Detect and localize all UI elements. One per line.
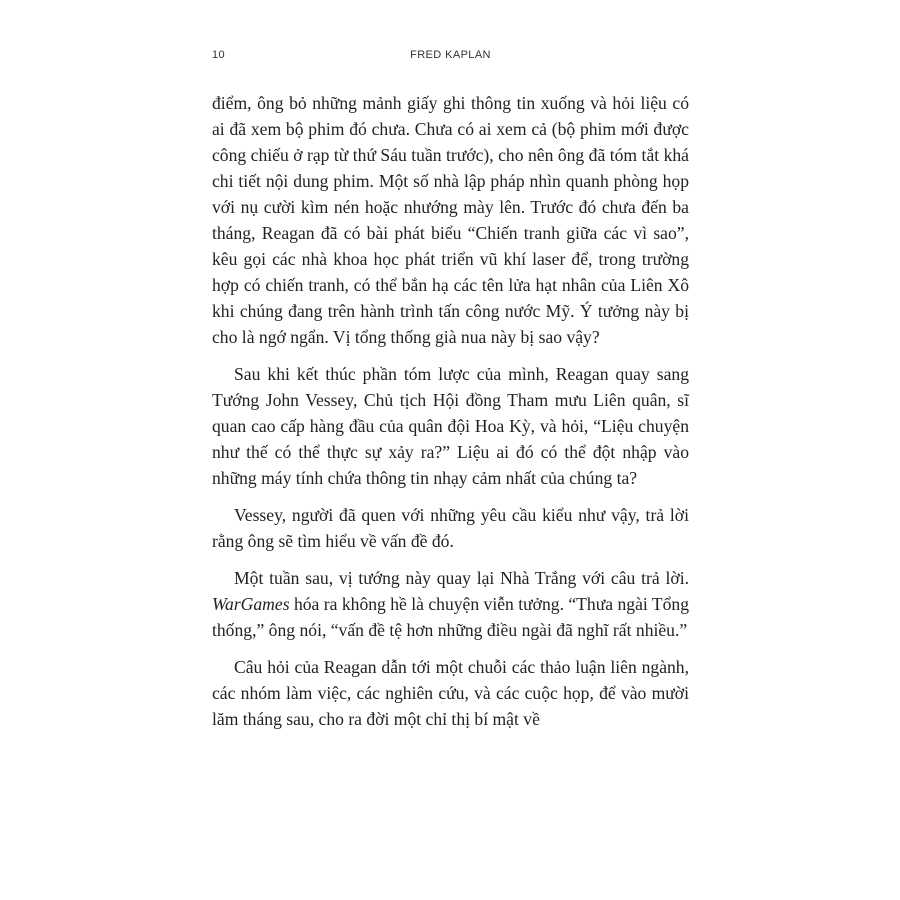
running-head-author: FRED KAPLAN bbox=[410, 49, 491, 61]
page-header bbox=[212, 49, 689, 67]
page-number: 10 bbox=[212, 49, 226, 61]
paragraph-1: điểm, ông bỏ những mảnh giấy ghi thông tin xuống và hỏi liệu có ai đã xem bộ phim đó chưa. Chưa có ai xem cả (bộ phim mới được công chiếu ở rạp từ thứ Sáu tuần trước), cho nên ông đã tóm tắt khá chi tiết nội dung phim. Một số nhà lập pháp nhìn quanh phòng họp với nụ cười kìm nén hoặc nhướng mày lên. Trước đó chưa đến ba tháng, Reagan đã có bài phát biểu “Chiến tranh giữa các vì sao”, kêu gọi các nhà khoa học phát triển vũ khí laser để, trong trường hợp có chiến tranh, có thể bắn hạ các tên lửa hạt nhân của Liên Xô khi chúng đang trên hành trình tấn công nước Mỹ. Ý tưởng này bị cho là ngớ ngẩn. Vị tổng thống già nua này bị sao vậy? bbox=[212, 93, 689, 347]
paragraph-4-text-before: Một tuần sau, vị tướng này quay lại Nhà Trắng với câu trả lời. bbox=[234, 568, 689, 588]
paragraph-2: Sau khi kết thúc phần tóm lược của mình, Reagan quay sang Tướng John Vessey, Chủ tịch Hội đồng Tham mưu Liên quân, sĩ quan cao cấp hàng đầu của quân đội Hoa Kỳ, và hỏi, “Liệu chuyện như thế có thể thực sự xảy ra?” Liệu ai đó có thể đột nhập vào những máy tính chứa thông tin nhạy cảm nhất của chúng ta? bbox=[212, 364, 689, 488]
paragraph-4 bbox=[212, 565, 689, 643]
paragraph-4-text-after: hóa ra không hề là chuyện viễn tưởng. “Thưa ngài Tổng thống,” ông nói, “vấn đề tệ hơn những điều ngài đã nghĩ rất nhiều.” bbox=[212, 594, 689, 640]
body-text bbox=[212, 90, 689, 743]
paragraph-5: Câu hỏi của Reagan dẫn tới một chuỗi các thảo luận liên ngành, các nhóm làm việc, các nghiên cứu, và các cuộc họp, để vào mười lăm tháng sau, cho ra đời một chỉ thị bí mật về bbox=[212, 657, 689, 729]
paragraph-3: Vessey, người đã quen với những yêu cầu kiểu như vậy, trả lời rằng ông sẽ tìm hiểu về vấn đề đó. bbox=[212, 505, 689, 551]
film-title-italic: WarGames bbox=[212, 594, 290, 614]
